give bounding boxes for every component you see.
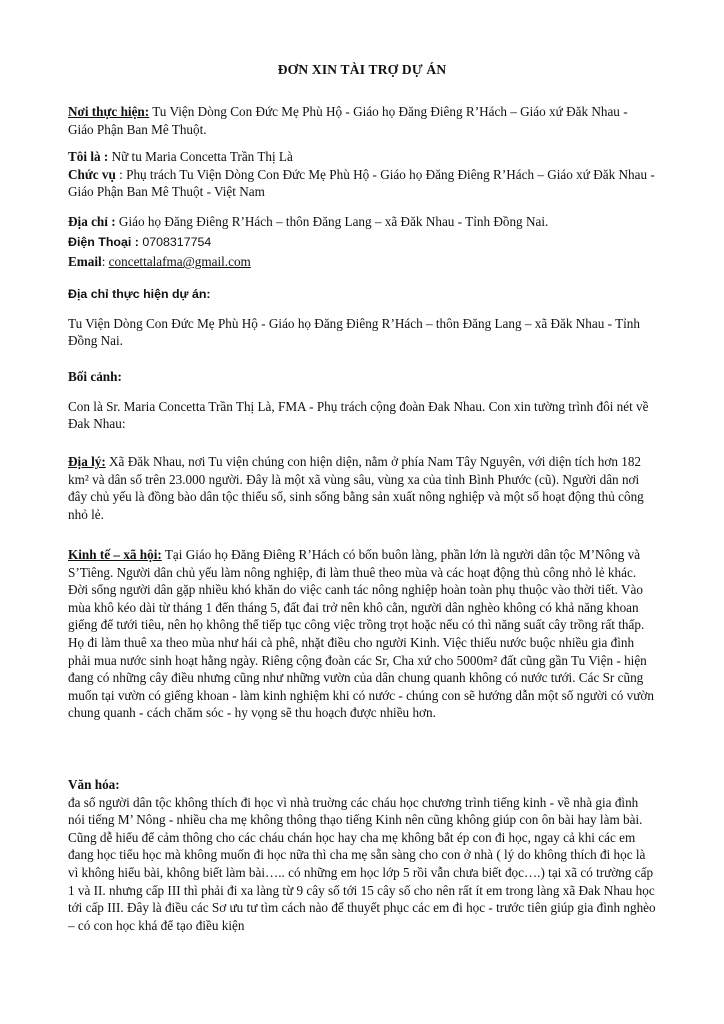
section-contact: [68, 213, 656, 271]
section-dia-chi-du-an: [68, 286, 656, 350]
label-dia-chi-du-an: Địa chỉ thực hiện dự án:: [68, 287, 211, 301]
label-kinh-te: Kinh tế – xã hội:: [68, 547, 162, 562]
section-kinh-te: [68, 546, 656, 722]
text-noi-thuc-hien: Tu Viện Dòng Con Đức Mẹ Phù Hộ - Giáo họ Đăng Điêng R’Hách – Giáo xứ Đăk Nhau - Giáo Phận Ban Mê Thuột.: [68, 104, 628, 137]
email-link[interactable]: concettalafma@gmail.com: [108, 254, 251, 270]
section-noi-thuc-hien: [68, 103, 656, 138]
label-email: Email: [68, 254, 102, 270]
label-toi-la: Tôi là :: [68, 149, 109, 164]
label-dia-ly: Địa lý:: [68, 454, 106, 469]
text-kinh-te: Tại Giáo họ Đăng Điêng R’Hách có bốn buôn làng, phần lớn là người dân tộc M’Nông và S’Tiêng. Người dân chủ yếu làm nông nghiệp, đi làm thuê theo mùa và các hoạt động thủ công nhỏ lẻ khác. Đời sống người dân gặp nhiều khó khăn do việc canh tác nông nghiệp hoàn toàn phụ thuộc vào thời tiết. Vào mùa khô kéo dài từ tháng 1 đến tháng 5, đất đai trở nên khô cằn, người dân nghèo không có khả năng khoan giếng để tưới tiêu, nên họ không thể tiếp tục công việc trồng trọt hoặc nếu có thì năng suất cây trồng rất thấp. Họ đi làm thuê xa theo mùa như hái cà phê, nhặt điều cho người Kinh. Việc thiếu nước buộc nhiều gia đình phải mua nước sinh hoạt hằng ngày. Riêng cộng đoàn các Sr, Cha xứ cho 5000m² đất cũng gần Tu Viện - hiện đang có những cây điều nhưng cũng như những vườn của dân chung quanh không có nước tưới. Các Sr cũng muốn tại vườn có giếng khoan - làm kinh nghiệm khi có nước - chúng con sẽ hướng dẫn một số người có vườn chung quanh - cách chăm sóc - hy vọng sẽ thu hoạch được nhiều hơn.: [68, 547, 654, 721]
text-toi-la: Nữ tu Maria Concetta Trần Thị Là: [108, 149, 293, 164]
text-chuc-vu: : Phụ trách Tu Viện Dòng Con Đức Mẹ Phù Hộ - Giáo họ Đăng Điêng R’Hách – Giáo xứ Đăk Nhau - Giáo Phận Ban Mê Thuột - Việt Nam: [68, 166, 655, 200]
text-boi-canh: Con là Sr. Maria Concetta Trần Thị Là, FMA - Phụ trách cộng đoàn Đak Nhau. Con xin tường trình đôi nét về Đak Nhau:: [68, 398, 649, 432]
section-dia-ly: [68, 453, 656, 523]
section-boi-canh: [68, 368, 656, 433]
section-applicant: [68, 148, 656, 201]
text-dien-thoai: 0708317754: [138, 234, 212, 249]
label-van-hoa: Văn hóa:: [68, 777, 120, 792]
section-van-hoa: [68, 776, 656, 934]
text-van-hoa: đa số người dân tộc không thích đi học vì nhà truờng các cháu học chương trình tiếng kinh - về nhà gia đình nói tiếng M’ Nông - nhiều cha mẹ không thông thạo tiếng Kinh nên cũng không giúp con ôn bài hay làm bài. Cũng dễ hiểu để cảm thông cho các cháu chán học hay cha mẹ không bắt ép con đi học, ngay cả khi các em đang học tiểu học mà không muốn đi học nữa thì cha mẹ sẵn sàng cho con ở nhà ( lý do không thích đi học là vì không hiểu bài, không biết làm bài….. có những em học lớp 5 rồi vẫn chưa biết đọc….) tại xã có trường cấp 1 và II. nhưng cấp III thì phải đi xa làng từ 9 cây số tới 15 cây số cho nên rất ít em trong làng xã Đak Nhau học tới cấp III. Đây là điều các Sơ ưu tư tìm cách nào để thuyết phục các em đi học - trước tiên giúp gia đình nghèo – có con học khá để tạo điều kiện: [68, 794, 656, 933]
label-chuc-vu: Chức vụ: [68, 166, 116, 182]
text-dia-chi: Giáo họ Đăng Điêng R’Hách – thôn Đăng Lang – xã Đăk Nhau - Tỉnh Đồng Nai.: [115, 214, 549, 229]
text-dia-chi-du-an: Tu Viện Dòng Con Đức Mẹ Phù Hộ - Giáo họ Đăng Điêng R’Hách – thôn Đăng Lang – xã Đăk Nhau - Tỉnh Đồng Nai.: [68, 315, 640, 349]
document-title: ĐƠN XIN TÀI TRỢ DỰ ÁN: [277, 62, 447, 77]
label-boi-canh: Bối cảnh:: [68, 369, 122, 384]
label-dia-chi: Địa chỉ :: [68, 214, 116, 229]
label-noi-thuc-hien: Nơi thực hiện:: [68, 104, 150, 119]
label-dien-thoai: Điện Thoại :: [68, 234, 139, 249]
email-separator: :: [101, 254, 109, 270]
text-dia-ly: Xã Đăk Nhau, nơi Tu viện chúng con hiện diện, nằm ở phía Nam Tây Nguyên, với diện tích hơn 182 km² và dân số trên 23.000 người. Đây là một xã vùng sâu, vùng xa của tỉnh Bình Phước (cũ). Người dân nơi đây chủ yếu là đồng bào dân tộc thiểu số, sinh sống bằng sản xuất nông nghiệp và một số hoạt động thủ công nhỏ lẻ.: [68, 454, 644, 522]
